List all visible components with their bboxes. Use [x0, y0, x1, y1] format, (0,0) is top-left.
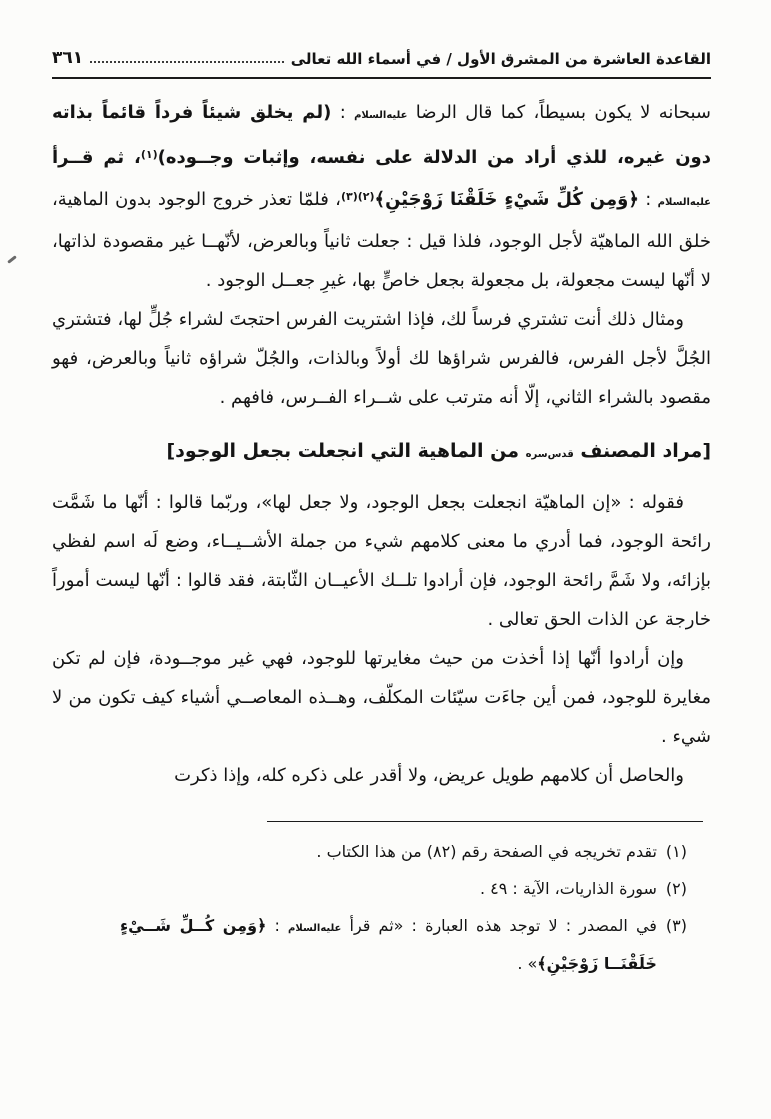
body-paragraph	[52, 756, 711, 795]
hadith-quote: (لم يخلق شيئاً فرداً قائماً بذاته دون غيره، للذي أراد من الدلالة على نفسه، وإثبات وجــوده)	[52, 102, 711, 168]
page-number: ٣٦١	[52, 48, 84, 68]
footnote-text	[120, 834, 657, 869]
body-text	[52, 93, 711, 795]
honorific-quddisa-sirruh-icon: قدس‌سره	[525, 449, 574, 460]
quran-verse: ﴿وَمِن كُــلِّ شَــيْءٍ خَلَقْنَــا زَوْجَيْنِ﴾	[120, 916, 657, 973]
quran-verse: ﴿وَمِن كُلِّ شَيْءٍ خَلَقْنَا زَوْجَيْنِ﴾	[374, 189, 639, 210]
paragraph-text: :	[638, 189, 658, 210]
section-heading	[52, 431, 711, 475]
body-paragraph	[52, 93, 711, 300]
footnote-number: (١)	[665, 842, 687, 861]
footnote-text	[120, 871, 657, 906]
footnote-segment: » .	[517, 954, 538, 973]
scan-artifact-mark	[7, 255, 17, 264]
honorific-alayhissalam-icon: عليه‌السلام	[354, 110, 408, 121]
footnote-number: (٣)	[665, 916, 687, 935]
footnote-ref-1: (١)	[140, 148, 158, 161]
footnote-separator	[267, 821, 703, 822]
dotted-leader	[90, 60, 284, 63]
header-rule	[52, 77, 711, 79]
page-header	[52, 48, 711, 68]
paragraph-text: سبحانه لا يكون بسيطاً، كما قال الرضا	[407, 102, 711, 123]
footnotes-block	[120, 834, 687, 981]
paragraph-text: فقوله : «إن الماهيّة انجعلت بجعل الوجود، ولا جعل لها»، وربّما قالوا : أنّها ما شَمَّت رائحة الوجود، فما أدري ما معنى كلامهم شيء من جملة الأشــيــاء، وضع لَه اسم لفظي بإزائه، ولا شَمَّ رائحة الوجود، فإن أرادوا تلــك الأعيــان الثّابتة، فقد قالوا : أنّها ليست أموراً خارجة عن الذات الحق تعالى .	[52, 492, 711, 630]
paragraph-text: ، فلمّا تعذر خروج الوجود بدون الماهية، خلق الله الماهيّة لأجل الوجود، فلذا قيل : جعلت ثانياً وبالعرض، لأنّهــا غير مقصودة لذاتها، لا أنّها ليست مجعولة، بل مجعولة بجعل خاصٍّ بها، غيرِ جعــل الوجود .	[52, 189, 711, 291]
footnote-ref-2-3: (٢)(٣)	[340, 190, 375, 203]
paragraph-text: :	[331, 102, 355, 123]
body-paragraph	[52, 300, 711, 417]
body-paragraph	[52, 639, 711, 756]
paragraph-text: ومثال ذلك أنت تشتري فرساً لك، فإذا اشتريت الفرس احتجتَ لشراء جُلٍّ لها، فتشتري الجُلَّ لأجل الفرس، فالفرس شراؤها لك أولاً وبالذات، والجُلّ شراؤه ثانياً وبالعرض، فهو مقصود بالشراء الثاني، إلّا أنه مترتب على شــراء الفــرس، فافهم .	[52, 309, 711, 408]
footnote	[120, 834, 687, 869]
body-paragraph	[52, 483, 711, 639]
paragraph-text: وإن أرادوا أنّها إذا أخذت من حيث مغايرتها للوجود، فهي غير موجــودة، فإن لم تكن مغايرة للوجود، فمن أين جاءَت سيّئات المكلّف، وهــذه المعاصــي أشياء كيف تكون من لا شيء .	[52, 648, 711, 747]
footnote	[120, 908, 687, 981]
footnote-segment: سورة الذاريات، الآية : ٤٩ .	[479, 879, 657, 898]
heading-text: [مراد المصنف	[573, 440, 711, 462]
footnote-segment: تقدم تخريجه في الصفحة رقم (٨٢) من هذا الكتاب .	[316, 842, 657, 861]
paragraph-text: ، ثم قــرأ	[52, 147, 141, 168]
footnote-number: (٢)	[665, 879, 687, 898]
footnote-segment: :	[266, 916, 289, 935]
paragraph-text: والحاصل أن كلامهم طويل عريض، ولا أقدر على ذكره كله، وإذا ذكرت	[174, 765, 684, 786]
honorific-alayhissalam-icon: عليه‌السلام	[657, 197, 711, 208]
footnote	[120, 871, 687, 906]
footnote-text	[120, 908, 657, 981]
running-title: القاعدة العاشرة من المشرق الأول / في أسماء الله تعالى	[290, 50, 711, 68]
heading-text: من الماهية التي انجعلت بجعل الوجود]	[166, 440, 526, 462]
footnote-segment: في المصدر : لا توجد هذه العبارة : «ثم قرأ	[341, 916, 657, 935]
honorific-alayhissalam-icon: عليه‌السلام	[288, 923, 342, 934]
